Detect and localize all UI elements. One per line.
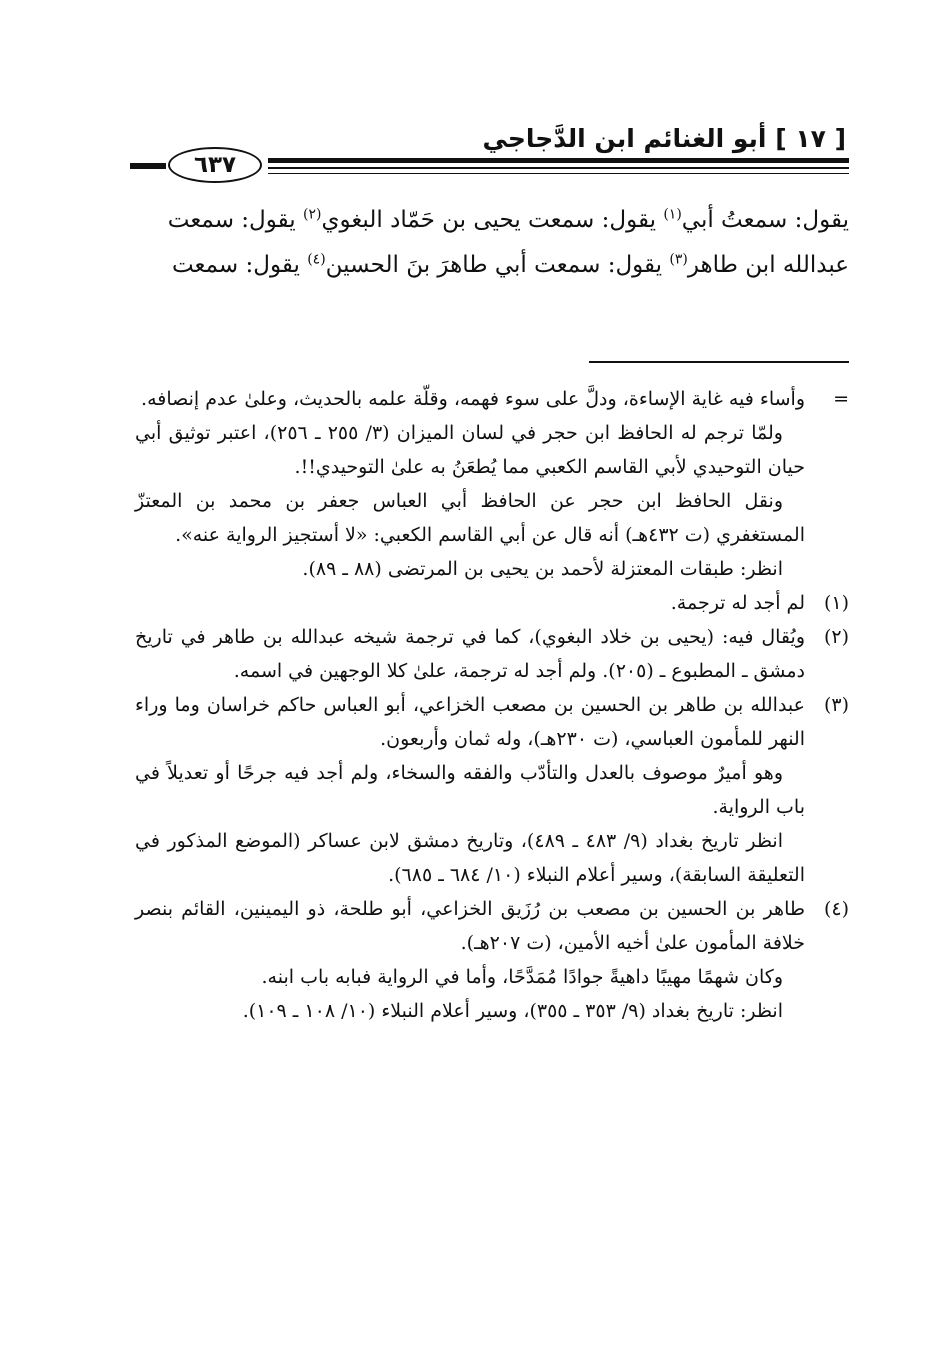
text-run: يقول: سمعت يحيى بن حَمّاد البغوي <box>321 207 664 233</box>
footnote-number: (١) <box>823 592 849 614</box>
footnote-separator <box>589 361 849 363</box>
footnote-paragraph: وهو أميرٌ موصوف بالعدل والتأدّب والفقه والسخاء، ولم أجد فيه جرحًا أو تعديلاً في باب الرواية. <box>135 762 805 818</box>
page-number-text: ٦٣٧ <box>193 151 237 178</box>
footnote-paragraph: وأساء فيه غاية الإساءة، ودلَّ على سوء فهمه، وقلّة علمه بالحديث، وعلىٰ عدم إنصافه. <box>141 388 805 410</box>
footnote-paragraph: ونقل الحافظ ابن حجر عن الحافظ أبي العباس جعفر بن محمد بن المعتزّ المستغفري (ت ٤٣٢هـ) أنه قال عن أبي القاسم الكعبي: «لا أستجيز الرواية عنه». <box>135 490 805 546</box>
footnote-number: (٢) <box>823 626 849 648</box>
running-title: [ ١٧ ] أبو الغنائم ابن الدَّجاجي <box>482 124 846 153</box>
footnote-number: (٤) <box>823 898 849 920</box>
footnote-paragraph: ويُقال فيه: (يحيى بن خلاد البغوي)، كما في ترجمة شيخه عبدالله بن طاهر في تاريخ دمشق ـ المطبوع ـ (٢٠٥). ولم أجد له ترجمة، علىٰ كلا الوجهين في اسمه. <box>135 626 805 682</box>
footnote-paragraph: ولمّا ترجم له الحافظ ابن حجر في لسان الميزان (٣/ ٢٥٥ ـ ٢٥٦)، اعتبر توثيق أبي حيان التوحيدي لأبي القاسم الكعبي مما يُطعَنُ به علىٰ التوحيدي!!. <box>135 422 805 478</box>
footnote-paragraph: عبدالله بن طاهر بن الحسين بن مصعب الخزاعي، أبو العباس حاكم خراسان وما وراء النهر للمأمون العباسي، (ت ٢٣٠هـ)، وله ثمان وأربعون. <box>135 694 805 750</box>
main-text-line <box>135 243 849 288</box>
text-run: عبدالله ابن طاهر <box>687 252 849 278</box>
header-rule-left-dash <box>130 163 166 169</box>
footnote-ref-1: (١) <box>663 206 682 223</box>
footnote-1 <box>135 586 849 620</box>
footnote-paragraph: وكان شهمًا مهيبًا داهيةً جوادًا مُمَدَّحًا، وأما في الرواية فبابه باب ابنه. <box>261 966 783 988</box>
footnote-continuation <box>135 382 849 586</box>
continuation-marker: = <box>833 388 849 410</box>
page-number <box>168 147 262 183</box>
header-rule-thin <box>268 167 849 169</box>
main-text <box>135 198 849 288</box>
text-run: يقول: سمعتُ أبي <box>681 207 849 233</box>
footnote-2 <box>135 620 849 688</box>
footnote-ref-2: (٢) <box>302 206 322 223</box>
footnote-paragraph: طاهر بن الحسين بن مصعب بن رُزَيق الخزاعي، أبو طلحة، ذو اليمينين، القائم بنصر خلافة المأمون علىٰ أخيه الأمين، (ت ٢٠٧هـ). <box>135 898 805 954</box>
main-text-line <box>135 198 849 243</box>
footnote-paragraph: انظر تاريخ بغداد (٩/ ٤٨٣ ـ ٤٨٩)، وتاريخ دمشق لابن عساكر (الموضع المذكور في التعليقة السابقة)، وسير أعلام النبلاء (١٠/ ٦٨٤ ـ ٦٨٥). <box>135 830 805 886</box>
footnote-4 <box>135 892 849 1028</box>
footnote-paragraph: لم أجد له ترجمة. <box>670 592 805 614</box>
header-rule-thin-lower <box>268 173 849 174</box>
text-run: يقول: سمعت <box>171 252 308 278</box>
footnote-ref-4: (٤) <box>307 251 326 268</box>
header-rule-thick <box>268 158 849 163</box>
footnote-number: (٣) <box>823 694 849 716</box>
text-run: يقول: سمعت <box>167 207 303 233</box>
footnote-3 <box>135 688 849 892</box>
footnotes <box>135 382 849 1028</box>
text-run: يقول: سمعت أبي طاهرَ بنَ الحسين <box>325 252 670 278</box>
footnote-paragraph: انظر: طبقات المعتزلة لأحمد بن يحيى بن المرتضى (٨٨ ـ ٨٩). <box>302 558 783 580</box>
footnote-ref-3: (٣) <box>669 251 688 268</box>
footnote-paragraph: انظر: تاريخ بغداد (٩/ ٣٥٣ ـ ٣٥٥)، وسير أعلام النبلاء (١٠/ ١٠٨ ـ ١٠٩). <box>242 1000 783 1022</box>
